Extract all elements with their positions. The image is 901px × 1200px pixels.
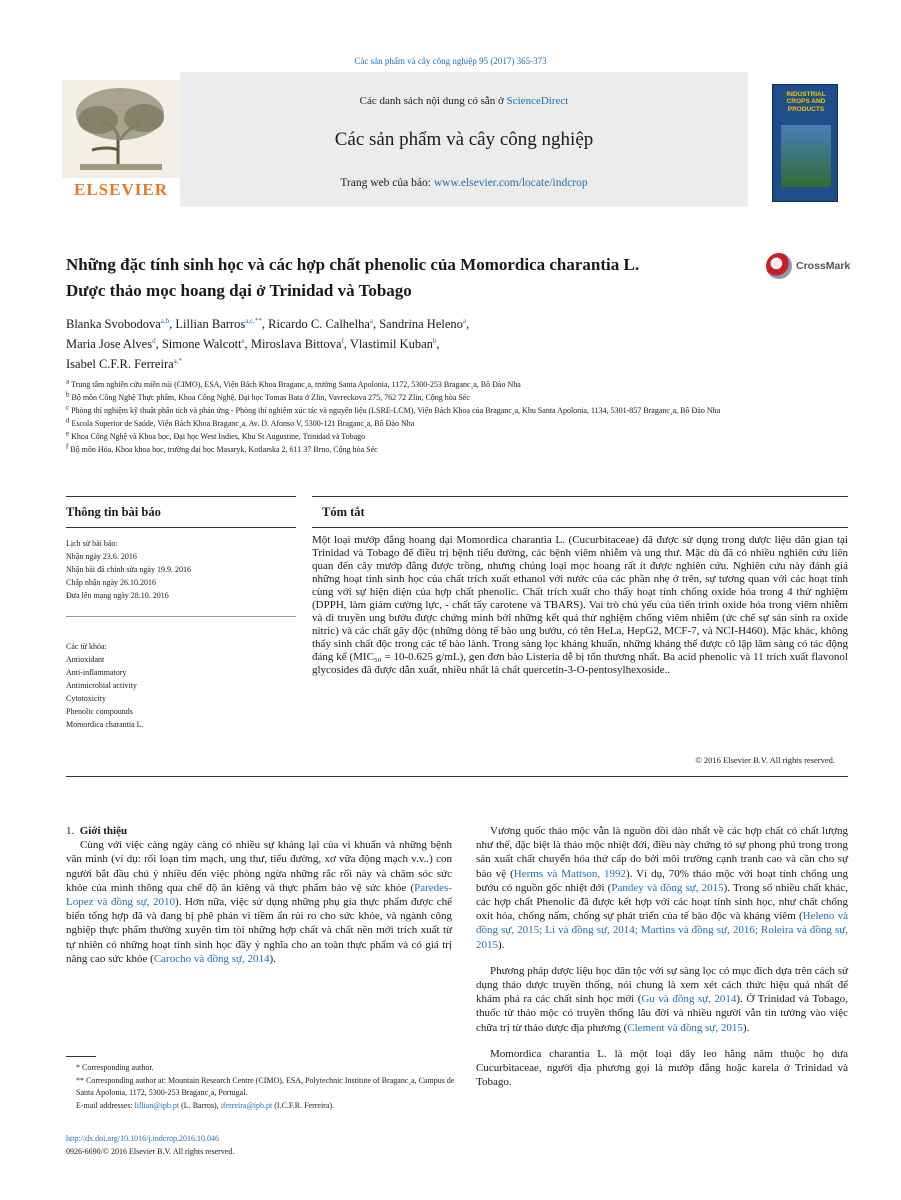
author[interactable]: Ricardo C. Calhelha [268,317,370,331]
author[interactable]: Maria Jose Alves [66,337,153,351]
tree-icon [62,80,180,178]
journal-citation[interactable]: Các sản phẩm và cây công nghiệp 95 (2017) 365-373 [354,56,547,66]
abstract-heading: Tóm tắt [322,505,365,519]
doi-block [66,1133,234,1158]
divider [66,496,296,497]
affiliation: $^b$ Bộ môn Công Nghệ Thực phẩm, Khoa Công Nghệ, Đại học Tomas Bata ở Zlin, Vavreckova 275, 762 72 Zlin, Cộng hòa Séc [66,390,470,402]
citation-link[interactable]: Clement và đồng sự, 2015 [627,1021,743,1034]
cover-title: INDUSTRIAL CROPS AND PRODUCTS [786,91,826,113]
doi-link[interactable]: http://dx.doi.org/10.1016/j.indcrop.2016.10.046 [66,1134,219,1143]
sciencedirect-link[interactable]: ScienceDirect [506,95,569,107]
section-heading: 1. Giới thiệu [66,825,128,837]
keyword: Anti-inflammatory [66,668,127,677]
crossmark-badge[interactable] [766,253,850,279]
crossmark-icon [766,253,792,279]
divider [66,776,848,777]
homepage-line: Trang web của báo: www.elsevier.com/locate/indcrop [340,177,588,189]
cover-image [781,125,831,187]
affiliation: $^d$ Escola Superior de Saúde, Viện Bách Khoa Braganc¸a, Av. D. Afonso V, 5300-121 Braganc¸a, Bồ Đào Nha [66,416,415,428]
citation-link[interactable]: Paredes-Lopez và đồng sự, 2010 [66,881,452,909]
footnote-divider [66,1056,96,1057]
author[interactable]: Lillian Barros [175,317,246,331]
right-column [476,824,848,1089]
citation-link[interactable]: Herms và Mattson, 1992 [513,867,627,880]
divider [66,527,296,528]
history-item: Nhận ngày 23.6. 2016 [66,552,137,561]
keywords [66,640,296,731]
author-list: Blanka Svobodova$^{a,b}$, Lillian Barros$^{a,c,**}$, Ricardo C. Calhelha$^a$, Sandrina Heleno$^a$, Maria Jose Alves$^d$, Simone Walcott$^e$, Miroslava Bittova$^f$, Vlastimil Kuban$^b$, Isabel C.F.R. Ferreira$^{a,*}$ [66,316,470,371]
keyword: Momordica charantia L. [66,720,144,729]
author[interactable]: Blanka Svobodova [66,317,161,331]
keywords-label: Các từ khóa: [66,642,107,651]
paragraph: Vương quốc thảo mộc vẫn là nguồn dồi dào nhất về các hợp chất có chất lượng như thế, đặc biệt là thảo mộc nhiệt đới, điều này chứng tỏ sự phong phú trong trong sản xuất chất chuyển hóa thứ cấp do bởi môi trường cạnh tranh cao và cần cho sự bảo vệ (Herms và Mattson, 1992). Ví dụ, 70% thảo mộc với hoạt tính chống ung bướu có nguồn gốc nhiệt đới (Pandey và đồng sự, 2015). Trong số nhiều chất khác, các hợp chất Phenolic đã được kết hợp với các hoạt tính sinh học, như chất chống oxit hóa, chống nấm, chống sự phát triển của tế bào độc và kháng viêm (Heleno và đồng sự, 2015; Li và đồng sự, 2014; Martins và đồng sự, 2016; Roleira và đồng sự, 2015). [476,825,849,951]
journal-cover[interactable] [772,84,838,202]
affiliation: $^c$ Phòng thí nghiệm kỹ thuật phân tích và phản ứng - Phòng thí nghiệm xúc tác và nguyên liệu (LSRE-LCM), Viện Bách Khoa của Braganc¸a, Khu Santa Apolonia, 1134, 5301-857 Braganc¸a, Bồ Đào Nha [66,403,721,415]
history-item: Nhận bài đã chỉnh sửa ngày 19.9. 2016 [66,565,191,574]
paragraph: Phương pháp dược liệu học dân tộc với sự sàng lọc có mục đích dựa trên cách sử dụng thảo dược truyền thống, nói chung là xem xét cách thức hiệu quả nhất để khám phá ra các chất sinh học mới (Gu và đồng sự, 2014). Ở Trinidad và Tobago, thuốc từ thảo mộc có truyền thống lâu đời và nhiều người vẫn tin tưởng vào việc chữa trị từ thảo dược địa phương (Clement và đồng sự, 2015). [476,964,848,1034]
affiliations [66,378,826,456]
journal-name: Các sản phẩm và cây công nghiệp [334,129,594,150]
affiliation: $^e$ Khoa Công Nghệ và Khoa học, Đại học West Indies, Khu St Augustine, Trinidad và Tobago [66,429,366,441]
divider [312,527,848,528]
author[interactable]: Simone Walcott [161,337,242,351]
footnote: * Corresponding author. [76,1063,154,1072]
history-item: Đưa lên mạng ngày 28.10. 2016 [66,591,169,600]
copyright: © 2016 Elsevier B.V. All rights reserved. [695,755,835,765]
citation-link[interactable]: Pandey và đồng sự, 2015 [611,881,724,894]
citation-link[interactable]: Carocho và đồng sự, 2014 [153,952,270,965]
keyword: Phenolic compounds [66,707,133,716]
divider [312,496,848,497]
history-label: Lịch sử bài báo: [66,539,118,548]
homepage-link[interactable]: www.elsevier.com/locate/indcrop [433,177,588,189]
keyword: Cytotoxicity [66,694,106,703]
intro-section [66,824,452,966]
article-history [66,537,296,602]
email-line: E-mail addresses: lillian@ipb.pt (L. Barros), iferreira@ipb.pt (I.C.F.R. Ferreira). [76,1100,335,1110]
elsevier-logo [62,80,180,200]
article-info-heading: Thông tin bài báo [66,505,161,519]
author[interactable]: Vlastimil Kuban [349,337,433,351]
paragraph: Cùng với việc càng ngày càng có nhiều sự kháng lại của vi khuẩn và những bệnh văn minh (ví dụ: rối loạn tim mạch, ung thư, tiểu đường, xơ vữa động mạch v.v..) con người bắt đầu chú ý nhiều đến việc phòng ngừa những rắc rối này và chăm sóc sức khỏe của mình thông qua chế độ ăn kiêng và thực phẩm bảo vệ sức khỏe (Paredes-Lopez và đồng sự, 2010). Hơn nữa, việc sử dụng những phụ gia thực phẩm được chế biến tổng hợp đã và đang bị phê phán vì tiềm ẩn rủi ro cho sức khỏe, và ngành công nghiệp thực phẩm thường xuyên tìm tòi những hợp chất và chất nền mới trích xuất từ tự nhiên có những hoạt tính sinh học đầy ý nghĩa cho an toàn thực phẩm và có giá trị nâng cao sức khỏe (Carocho và đồng sự, 2014). [66,839,453,965]
email-link[interactable]: lillian@ipb.pt [134,1100,180,1110]
affiliation: $^a$ Trung tâm nghiên cứu miền núi (CIMO), ESA, Viện Bách Khoa Braganc¸a, trường Santa Apolonia, 1172, 5300-253 Braganc¸a, Bồ Đào Nha [66,377,521,389]
contents-line: Các danh sách nội dung có sẵn ở ScienceDirect [359,95,569,107]
author[interactable]: Isabel C.F.R. Ferreira [66,357,174,371]
keyword: Antioxidant [66,655,105,664]
article-title: Những đặc tính sinh học và các hợp chất phenolic của Momordica charantia L. Dược thảo mọc hoang dại ở Trinidad và Tobago [66,255,640,300]
footnote: ** Corresponding author at: Mountain Research Centre (CIMO), ESA, Polytechnic Institute of Braganc¸a, Campus de Santa Apolonia, 1172, 5300-253 Braganc¸a, Portugal. [76,1075,455,1097]
citation-link[interactable]: Heleno và đồng sự, 2015; Li và đồng sự, 2014; Martins và đồng sự, 2016; Roleira và đồng sự, 2015 [476,910,848,951]
author[interactable]: Sandrina Heleno [379,317,463,331]
affiliation: $^f$ Bộ môn Hóa, Khoa khoa học, trường đại học Masaryk, Kotlarska 2, 611 37 Brno, Cộng hòa Séc [66,442,378,454]
footnotes [66,1062,466,1112]
paragraph: Momordica charantia L. là một loại dây leo hằng năm thuộc họ dưa Cucurbitaceae, người địa phương gọi là mướp đắng hoặc karela ở Trinidad và Tobago. [476,1047,848,1089]
author[interactable]: Miroslava Bittova [250,337,342,351]
abstract-text: Một loại mướp đắng hoang dại Momordica charantia L. (Cucurbitaceae) đã được sử dụng trong dược liệu dân gian tại Trinidad và Tobago để điều trị bệnh tiểu đường, các bệnh viêm nhiễm và ung thư. Mặc dù đã có nhiều nghiên cứu liên quan đến cây mướp đắng được trồng, nhưng chúng loại mọc hoang rất ít được nghiên cứu. Nghiên cứu này đánh giá những hoạt tính sinh học của chất trích xuất ethanol với nước của các phần nhẹ ở trên, sự tương quan với các hoạt tính cùng với sự hiện diện của hợp chất phenolic. Chất trích xuất cho thấy hoạt tính chống oxide hóa trong 4 thử nghiệm (DPPH, làm giảm cường lực, - chất tẩy carotene và TBARS). Vai trò chủ yếu của tiến trình oxide hóa trong viêm nhiễm và di truyền ung bướu được chứng minh bởi những kết quả thử nghiệm chống viêm nhiễm (ức chế sự sản sinh ra oxide nitric) và các chất gây độc (những dòng tế bào ung bướu, có tên HeLa, HepG2, MCF-7, và NCI-H460). Mặc khác, không thấy sinh chất độc trong các tế bào lành. Trong sàng lọc kháng khuẩn, những kháng thể được cô lập lâm sàng có tác động đáng kể (MIC₅₀ = 10-0.625 g/mL), gen đơn bào Listeria dễ bị tổn thương nhất. Ba acid phenolic và 11 trích xuất flavonol glycosides đã được dẫn xuất, nhiều nhất là chất quercetin-3-O-pentosylhexoside.. [312,534,848,676]
elsevier-wordmark: ELSEVIER [74,180,168,199]
citation-link[interactable]: Gu và đồng sự, 2014 [641,993,737,1006]
keyword: Antimicrobial activity [66,681,137,690]
issn-line: 0926-6690/© 2016 Elsevier B.V. All rights reserved. [66,1146,235,1156]
journal-banner [180,72,748,207]
history-item: Chấp nhận ngày 26.10.2016 [66,578,156,587]
crossmark-label: CrossMark [796,260,851,272]
email-link[interactable]: iferreira@ipb.pt [220,1100,273,1110]
divider [66,616,296,617]
